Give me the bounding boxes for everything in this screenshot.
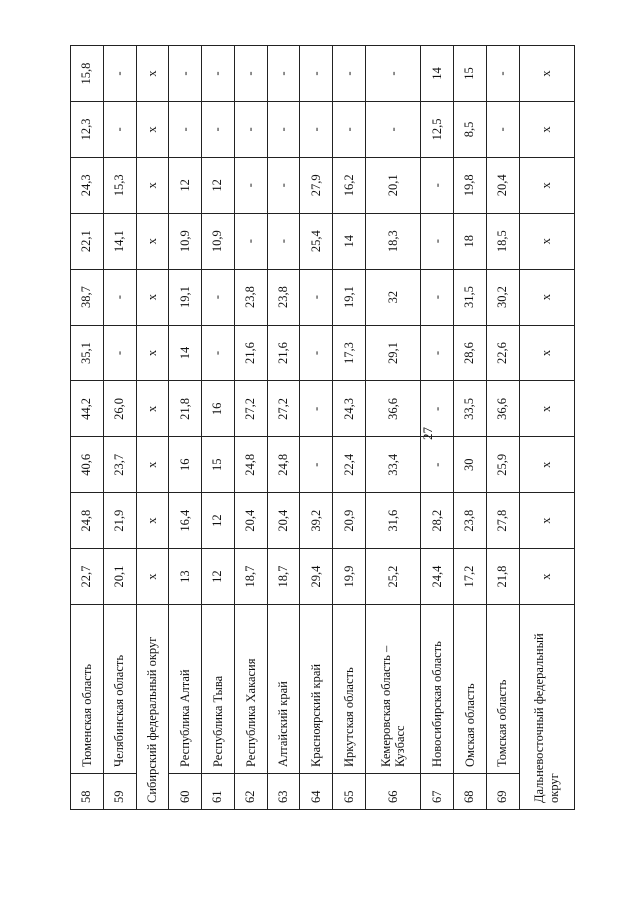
value-cell: - [234, 213, 267, 269]
value-cell: 20,1 [365, 157, 420, 213]
value-cell: - [365, 46, 420, 102]
value-cell: - [234, 46, 267, 102]
value-cell: 20,4 [267, 493, 300, 549]
value-cell: 16,4 [169, 493, 202, 549]
value-cell: 16,2 [333, 157, 366, 213]
value-cell: 44,2 [71, 381, 104, 437]
value-cell: 22,7 [71, 549, 104, 605]
value-cell: x [519, 549, 575, 605]
value-cell: 12 [169, 157, 202, 213]
value-cell: 19,1 [333, 269, 366, 325]
value-cell: - [300, 437, 333, 493]
value-cell: x [136, 437, 169, 493]
table-row [169, 46, 202, 810]
value-cell: 31,6 [365, 493, 420, 549]
value-cell: 24,8 [234, 437, 267, 493]
value-cell: 12 [202, 493, 235, 549]
value-cell: x [136, 549, 169, 605]
table-row [234, 46, 267, 810]
row-number-cell: 58 [71, 774, 104, 810]
region-name-cell: Республика Хакасия [234, 605, 267, 774]
value-cell: x [136, 213, 169, 269]
value-cell: 22,1 [71, 213, 104, 269]
value-cell: - [300, 46, 333, 102]
value-cell: 12 [202, 157, 235, 213]
value-cell: - [333, 101, 366, 157]
value-cell: 15,8 [71, 46, 104, 102]
value-cell: x [136, 46, 169, 102]
value-cell: - [421, 325, 454, 381]
value-cell: 25,4 [300, 213, 333, 269]
value-cell: 23,8 [234, 269, 267, 325]
region-name-cell: Республика Алтай [169, 605, 202, 774]
row-number-cell: 65 [333, 774, 366, 810]
value-cell: x [519, 157, 575, 213]
value-cell: x [519, 101, 575, 157]
value-cell: - [300, 381, 333, 437]
value-cell: 16 [202, 381, 235, 437]
value-cell: 31,5 [453, 269, 486, 325]
value-cell: 12 [202, 549, 235, 605]
value-cell: 14,1 [103, 213, 136, 269]
value-cell: 26,0 [103, 381, 136, 437]
value-cell: 17,2 [453, 549, 486, 605]
value-cell: - [421, 157, 454, 213]
value-cell: 8,5 [453, 101, 486, 157]
value-cell: 10,9 [202, 213, 235, 269]
value-cell: 20,1 [103, 549, 136, 605]
region-name-cell: Новосибирская область [421, 605, 454, 774]
value-cell: 38,7 [71, 269, 104, 325]
value-cell: 19,1 [169, 269, 202, 325]
table-row [519, 46, 575, 810]
value-cell: 14 [421, 46, 454, 102]
value-cell: 23,8 [267, 269, 300, 325]
row-number-cell: 63 [267, 774, 300, 810]
value-cell: x [519, 269, 575, 325]
value-cell: - [300, 325, 333, 381]
value-cell: - [169, 46, 202, 102]
region-name-cell: Республика Тыва [202, 605, 235, 774]
row-number-cell: 69 [486, 774, 519, 810]
value-cell: x [136, 325, 169, 381]
value-cell: - [267, 101, 300, 157]
table-row [202, 46, 235, 810]
value-cell: - [421, 381, 454, 437]
value-cell: 28,6 [453, 325, 486, 381]
district-name-cell: Дальневосточный федеральный округ [519, 605, 575, 810]
value-cell: 27,8 [486, 493, 519, 549]
value-cell: 25,9 [486, 437, 519, 493]
value-cell: - [202, 46, 235, 102]
region-name-cell: Челябинская область [103, 605, 136, 774]
value-cell: 17,3 [333, 325, 366, 381]
value-cell: x [136, 157, 169, 213]
region-name-cell: Кемеровская область – Кузбасс [365, 605, 420, 774]
value-cell: x [136, 269, 169, 325]
value-cell: x [519, 381, 575, 437]
value-cell: 30,2 [486, 269, 519, 325]
value-cell: 12,5 [421, 101, 454, 157]
value-cell: - [486, 101, 519, 157]
table-row [365, 46, 420, 810]
value-cell: - [267, 213, 300, 269]
value-cell: 18,7 [267, 549, 300, 605]
table-row [300, 46, 333, 810]
value-cell: 21,8 [486, 549, 519, 605]
value-cell: - [234, 101, 267, 157]
value-cell: - [169, 101, 202, 157]
region-name-cell: Томская область [486, 605, 519, 774]
value-cell: 27,9 [300, 157, 333, 213]
value-cell: - [267, 46, 300, 102]
value-cell: 15,3 [103, 157, 136, 213]
value-cell: 18,7 [234, 549, 267, 605]
value-cell: 10,9 [169, 213, 202, 269]
table-row [421, 46, 454, 810]
value-cell: - [421, 437, 454, 493]
value-cell: 20,9 [333, 493, 366, 549]
table-row [267, 46, 300, 810]
value-cell: x [136, 101, 169, 157]
value-cell: 18 [453, 213, 486, 269]
row-number-cell: 68 [453, 774, 486, 810]
value-cell: 24,3 [71, 157, 104, 213]
value-cell: 20,4 [486, 157, 519, 213]
value-cell: 13 [169, 549, 202, 605]
table-row [71, 46, 104, 810]
value-cell: 12,3 [71, 101, 104, 157]
region-name-cell: Иркутская область [333, 605, 366, 774]
value-cell: - [421, 269, 454, 325]
value-cell: 20,4 [234, 493, 267, 549]
tariff-table [70, 45, 575, 810]
value-cell: 24,4 [421, 549, 454, 605]
row-number-cell: 66 [365, 774, 420, 810]
value-cell: 19,9 [333, 549, 366, 605]
value-cell: - [267, 157, 300, 213]
value-cell: 25,2 [365, 549, 420, 605]
value-cell: - [103, 46, 136, 102]
value-cell: - [234, 157, 267, 213]
value-cell: - [202, 269, 235, 325]
value-cell: x [519, 213, 575, 269]
value-cell: - [202, 325, 235, 381]
value-cell: 14 [169, 325, 202, 381]
value-cell: - [103, 269, 136, 325]
value-cell: - [300, 101, 333, 157]
row-number-cell: 64 [300, 774, 333, 810]
district-name-cell: Сибирский федеральный округ [136, 605, 169, 810]
table-row [333, 46, 366, 810]
value-cell: 35,1 [71, 325, 104, 381]
value-cell: 14 [333, 213, 366, 269]
value-cell: 21,8 [169, 381, 202, 437]
value-cell: x [519, 437, 575, 493]
value-cell: - [365, 101, 420, 157]
value-cell: 30 [453, 437, 486, 493]
value-cell: 32 [365, 269, 420, 325]
value-cell: 18,5 [486, 213, 519, 269]
value-cell: 21,6 [267, 325, 300, 381]
value-cell: 36,6 [486, 381, 519, 437]
value-cell: - [300, 269, 333, 325]
value-cell: 21,6 [234, 325, 267, 381]
region-name-cell: Омская область [453, 605, 486, 774]
value-cell: x [519, 46, 575, 102]
row-number-cell: 62 [234, 774, 267, 810]
value-cell: 23,8 [453, 493, 486, 549]
region-name-cell: Красноярский край [300, 605, 333, 774]
value-cell: 29,4 [300, 549, 333, 605]
value-cell: 27,2 [234, 381, 267, 437]
row-number-cell: 67 [421, 774, 454, 810]
value-cell: 15 [453, 46, 486, 102]
value-cell: 28,2 [421, 493, 454, 549]
value-cell: 24,8 [71, 493, 104, 549]
value-cell: x [136, 381, 169, 437]
value-cell: 18,3 [365, 213, 420, 269]
value-cell: 16 [169, 437, 202, 493]
page-number: 27 [420, 427, 435, 440]
rotated-table-container [70, 45, 575, 810]
table-row [103, 46, 136, 810]
value-cell: - [333, 46, 366, 102]
value-cell: 36,6 [365, 381, 420, 437]
value-cell: 23,7 [103, 437, 136, 493]
value-cell: 33,5 [453, 381, 486, 437]
value-cell: x [136, 493, 169, 549]
value-cell: - [103, 325, 136, 381]
table-body [71, 46, 575, 810]
region-name-cell: Тюменская область [71, 605, 104, 774]
value-cell: 15 [202, 437, 235, 493]
value-cell: - [486, 46, 519, 102]
value-cell: 40,6 [71, 437, 104, 493]
region-name-cell: Алтайский край [267, 605, 300, 774]
value-cell: 29,1 [365, 325, 420, 381]
row-number-cell: 61 [202, 774, 235, 810]
value-cell: x [519, 493, 575, 549]
value-cell: x [519, 325, 575, 381]
table-row [453, 46, 486, 810]
row-number-cell: 59 [103, 774, 136, 810]
value-cell: 24,8 [267, 437, 300, 493]
table-row [486, 46, 519, 810]
row-number-cell: 60 [169, 774, 202, 810]
value-cell: 22,4 [333, 437, 366, 493]
value-cell: 27,2 [267, 381, 300, 437]
value-cell: 33,4 [365, 437, 420, 493]
value-cell: 39,2 [300, 493, 333, 549]
value-cell: - [103, 101, 136, 157]
value-cell: 21,9 [103, 493, 136, 549]
table-row [136, 46, 169, 810]
value-cell: 22,6 [486, 325, 519, 381]
value-cell: 19,8 [453, 157, 486, 213]
value-cell: - [421, 213, 454, 269]
value-cell: 24,3 [333, 381, 366, 437]
value-cell: - [202, 101, 235, 157]
